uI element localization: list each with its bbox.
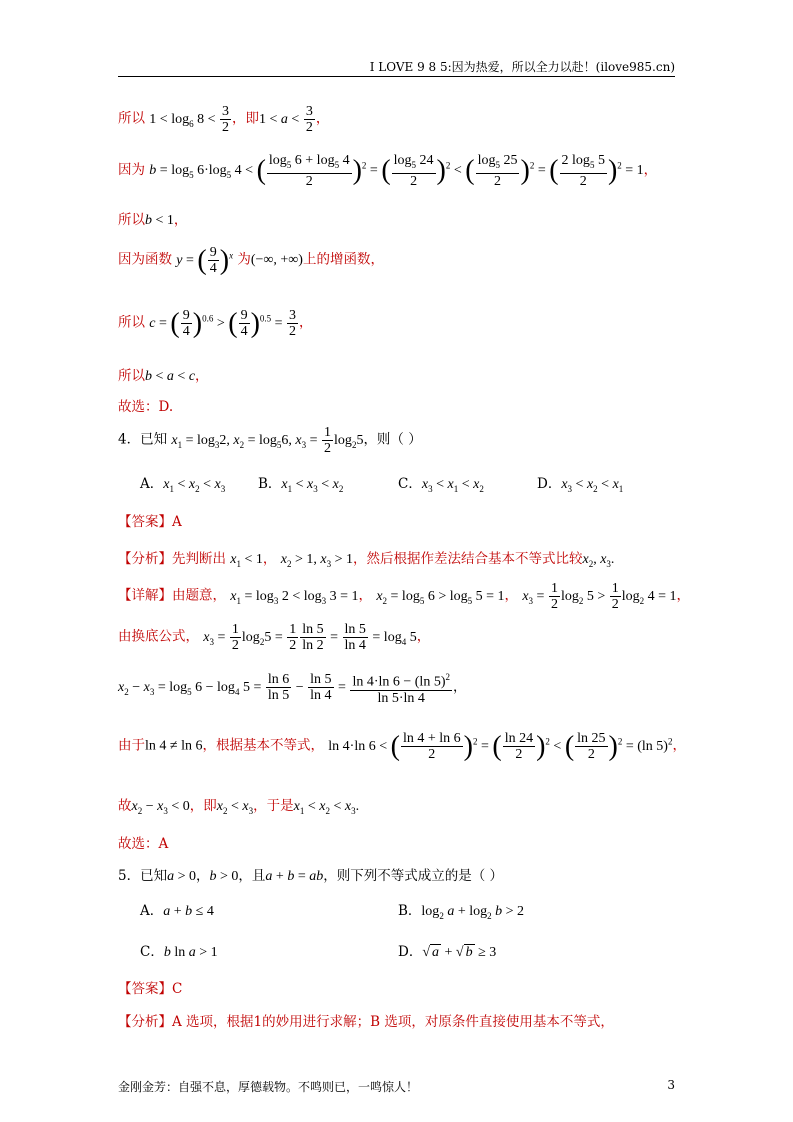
text: 所以: [118, 368, 145, 384]
q4-answer: [118, 510, 182, 530]
page-number: 3: [667, 1078, 675, 1092]
q5-analysis: [118, 1010, 614, 1030]
page-footer: [118, 1078, 675, 1095]
text: 上的增函数，: [302, 251, 384, 268]
q4-analysis: 【分析】先判断出 $x_1 < 1$， $x_2 > 1$, $x_3 > 1$，然后根据作差法结合基本不等式比较$x_2$, $x_3$.: [118, 551, 615, 569]
text: 5．已知: [118, 868, 168, 884]
text: ，于是: [253, 798, 294, 814]
text: 【分析】: [118, 1014, 172, 1030]
q4-option-d[interactable]: D．$x_3 < x_2 < x_1$: [537, 476, 624, 494]
line-5: 所以 c = ( $\frac{9}{4}$ )$^{0.6}$ > ( $\frac{9}{4}$ )$^{0.5}$ = $\frac{3}{2}$ ，: [118, 307, 313, 339]
text: D．: [537, 476, 562, 492]
q5-option-a[interactable]: A．a + b ≤ 4: [140, 903, 214, 919]
text: 由换底公式，: [118, 628, 199, 645]
text: A: [172, 514, 182, 530]
text: ，则下列不等式成立的是（ ）: [323, 868, 504, 884]
text: ，且: [238, 868, 266, 884]
q5-option-c[interactable]: C．b ln a > 1: [140, 944, 218, 960]
text: ，: [315, 110, 330, 127]
text: 【答案】: [118, 514, 172, 530]
text: 因为: [118, 162, 145, 179]
text: ，然后根据作差法结合基本不等式比较: [352, 551, 583, 567]
line-2: 因为 $b = \log_5 6\cdot\log_5$ 4 < ( $\frac{\log_5 6 + \log_5 4}{2}$ )$^2$ = ( $\frac{\log_5 24}{2}$ )$^2$ < ( $\frac{\log_5 25}{2}$ )$^2$ = ( $\frac{2 \log_5 5}{2}$ )$^2$ = 1，: [118, 153, 658, 189]
text: B．: [398, 903, 422, 919]
text: 所以: [118, 314, 145, 331]
q4-option-a[interactable]: A．$x_1 < x_2 < x_3$: [140, 476, 226, 494]
q5-option-d[interactable]: D．√ a + √ b ≥ 3: [398, 944, 497, 960]
text: D．: [398, 944, 423, 960]
text: 【分析】: [118, 551, 172, 567]
text: 为: [237, 251, 251, 268]
q4-difference: $x_2 - x_3 = \log_5 6 - \log_4 5$ = $\frac{\ln 6}{\ln 5}$ − $\frac{\ln 5}{\ln 4}$ = $\frac{\ln 4\cdot\ln 6 - (\ln 5)^2}{\ln 5\cdot\ln 4}$ ，: [118, 672, 467, 706]
text: ，即: [232, 110, 259, 127]
text: 因为函数: [118, 251, 172, 268]
line-1: 所以 $1 < \log_6 8$ < $\frac{3}{2}$ ，即1 < a < $\frac{3}{2}$ ，: [118, 104, 330, 135]
text: 【详解】: [118, 587, 172, 604]
text: ，则（ ）: [363, 431, 422, 448]
q4-option-c[interactable]: C．$x_3 < x_1 < x_2$: [398, 476, 484, 494]
line-7: 故选：D.: [118, 399, 174, 415]
q5-option-b[interactable]: B．$\log_2 a + \log_2 b > 2$: [398, 903, 525, 921]
q4-so: 故$x_2 - x_3 < 0$，即$x_2 < x_3$，于是$x_1 < x_2 < x_3$.: [118, 798, 360, 816]
text: 故: [118, 798, 132, 814]
q4-option-b[interactable]: B．$x_1 < x_3 < x_2$: [258, 476, 344, 494]
page-header: I LOVE 9 8 5:因为热爱，所以全力以赴！(ilove985.cn): [118, 58, 675, 77]
q4-stem: 4．已知 $x_1 = \log_32$, $x_2 = \log_56$, $x_3$ = $\frac{1}{2}$ $\log_25$，则（ ）: [118, 425, 422, 456]
q4-detail: 【详解】由题意， $x_1 = \log_3 2 < \log_3 3 = 1$， $x_2 = \log_5 6 > \log_5 5 = 1$， $x_3$ = $\frac{1}{2}$ $\log_2 5$ > $\frac{1}{2}$ $\log_2 4 = 1$，: [118, 581, 691, 612]
text: ，: [195, 368, 209, 384]
line-6: 所以b < a < c，: [118, 368, 209, 384]
text: A 选项，根据1的妙用进行求解；B 选项，对原条件直接使用基本不等式，: [172, 1014, 614, 1030]
line-4: 因为函数 y = ( $\frac{9}{4}$ )$^x$ 为(−∞, +∞)上的增函数，: [118, 244, 384, 276]
q4-since: 由于ln 4 ≠ ln 6，根据基本不等式， ln 4·ln 6 < ( $\frac{\ln 4 + \ln 6}{2}$ )$^2$ = ( $\frac{\ln 24}{2}$ )$^2$ < ( $\frac{\ln 25}{2}$ )$^2$ = (ln 5)$^2$，: [118, 730, 686, 762]
q5-answer: [118, 977, 182, 997]
text: ，: [173, 212, 188, 228]
text: C: [172, 981, 183, 997]
text: 由于: [118, 737, 145, 754]
text: A．: [140, 476, 164, 492]
text: ，: [299, 314, 313, 331]
footer-motto: 金刚金芳：自强不息，厚德载物。不鸣则已，一鸣惊人！: [118, 1080, 419, 1094]
q4-choose: 故选：A: [118, 836, 169, 852]
text: 所以: [118, 110, 145, 127]
text: B．: [258, 476, 282, 492]
text: ，即: [189, 798, 217, 814]
text: ，根据基本不等式，: [202, 737, 324, 754]
text: C．: [398, 476, 422, 492]
text: A．: [140, 903, 164, 919]
text: 【答案】: [118, 981, 172, 997]
text: 由题意，: [172, 587, 226, 604]
line-3: 所以b < 1，: [118, 212, 188, 228]
text: C．: [140, 944, 164, 960]
text: 先判断出: [172, 551, 226, 567]
text: 4．已知: [118, 431, 168, 448]
q5-stem: 5．已知a > 0，b > 0，且a + b = ab，则下列不等式成立的是（ ）: [118, 868, 504, 884]
q4-change-base: 由换底公式， $x_3$ = $\frac{1}{2}$ $\log_25$ = $\frac{1}{2}$ $\frac{\ln 5}{\ln 2}$ = $\frac{\ln 5}{\ln 4}$ = $\log_4 5$，: [118, 622, 431, 653]
text: ，: [196, 868, 210, 884]
text: ，: [643, 162, 658, 179]
text: 所以: [118, 212, 145, 228]
